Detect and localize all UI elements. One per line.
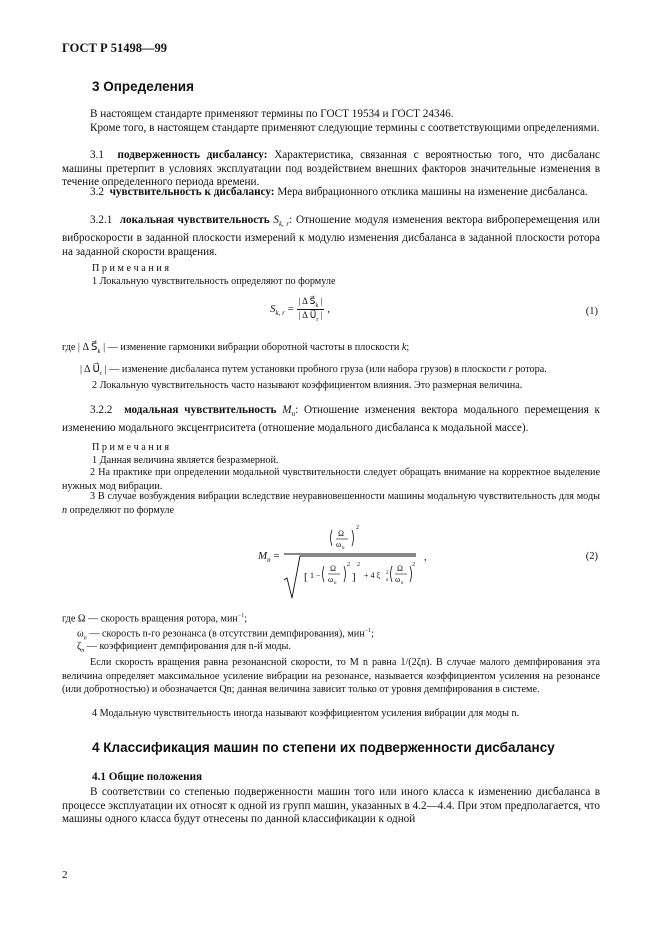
svg-text:Ω: Ω bbox=[330, 564, 336, 573]
where-2c-text: — коэффициент демпфирования для n-й моды. bbox=[84, 641, 291, 652]
where-1b-text: | — изменение дисбаланса путем установки пробного груза (или набора грузов) в плоскости bbox=[102, 364, 509, 375]
note-modal-3-a: 3 В случае возбуждения вибрации вследствие неуравновешенности машины модальную чувствительность для моды bbox=[90, 491, 600, 502]
where-1b-r: r bbox=[508, 364, 513, 375]
eq1-lhs: S bbox=[270, 302, 276, 315]
term-name: подверженность дисбалансу: bbox=[117, 149, 268, 161]
svg-text:n: n bbox=[342, 546, 345, 551]
notes-label: П р и м е ч а н и я bbox=[92, 263, 170, 274]
term-definition: Характеристика, связанная с вероятностью того, что дисбаланс машины претерпит в условиях эксплуатации под воздействием внешних факторов значительные изменения в течение определенного периода времени. bbox=[62, 149, 601, 189]
paragraph-terms-ref bbox=[62, 108, 600, 122]
text-line: В настоящем стандарте применяют термины по ГОСТ 19534 и ГОСТ 24346. bbox=[90, 108, 454, 120]
svg-text:n: n bbox=[386, 578, 389, 583]
svg-text:+ 4 ξ: + 4 ξ bbox=[364, 571, 381, 580]
eq1-denominator: | Δ $U⃗_r$ | bbox=[298, 309, 323, 323]
eq1-equals: = bbox=[287, 302, 294, 315]
paragraph-additional-terms: Кроме того, в настоящем стандарте применяют следующие термины с соответствующими определениями. bbox=[90, 122, 600, 134]
eq2-lhs: M bbox=[258, 550, 268, 562]
term-number: 3.2.1 bbox=[90, 214, 113, 226]
note-modal-3-b: определяют по формуле bbox=[67, 504, 175, 516]
eq1-num-sub: k bbox=[315, 302, 319, 309]
document-header: ГОСТ Р 51498—99 bbox=[62, 41, 168, 55]
page-number: 2 bbox=[62, 869, 68, 881]
section-4-title: 4 Классификация машин по степени их подверженности дисбалансу bbox=[92, 740, 555, 755]
note-modal-3-n: n bbox=[62, 504, 68, 516]
where-1a-prefix: где | Δ S⃗ bbox=[62, 342, 98, 353]
where-2b-sup: −1 bbox=[364, 628, 372, 634]
subsection-4-1-title: 4.1 Общие положения bbox=[92, 771, 203, 783]
where-2a-text: где Ω — скорость вращения ротора, мин bbox=[62, 613, 238, 625]
where-2b-sym: ω bbox=[77, 628, 84, 640]
where-2a-sup: −1 bbox=[237, 613, 245, 619]
where-2c-sym: ζ bbox=[77, 641, 82, 652]
term-name: модальная чувствительность bbox=[124, 404, 277, 416]
svg-text:n: n bbox=[334, 581, 337, 586]
eq1-comma: , bbox=[327, 302, 330, 315]
eq1-den-text: | Δ U⃗ bbox=[298, 309, 317, 320]
note-modal-4: 4 Модальную чувствительность иногда называют коэффициентом усиления вибрации для моды n. bbox=[92, 708, 520, 719]
term-symbol: M bbox=[282, 404, 292, 416]
svg-text:2: 2 bbox=[412, 562, 415, 568]
where-2c-sub: n bbox=[81, 648, 85, 655]
term-number: 3.1 bbox=[90, 149, 104, 161]
svg-text:2: 2 bbox=[386, 571, 389, 576]
eq1-fraction bbox=[297, 296, 325, 323]
svg-text:]: ] bbox=[352, 571, 356, 583]
equation-2-number: (2) bbox=[585, 551, 598, 562]
term-3-2-2 bbox=[62, 404, 600, 436]
eq1-numerator: | Δ $S⃗_k$ | bbox=[298, 296, 323, 309]
notes-label-2: П р и м е ч а н и я bbox=[92, 442, 170, 453]
note-local-1: 1 Локальную чувствительность определяют по формуле bbox=[92, 276, 336, 287]
where-2a: где Ω — скорость вращения ротора, мин$^{-1}$; bbox=[62, 613, 248, 625]
term-3-2-1 bbox=[62, 214, 600, 259]
eq1-lhs-sub: k, r bbox=[275, 309, 285, 318]
term-definition: : Отношение модуля изменения вектора виброперемещения или виброскорости в заданной плоскости измерений к модулю изменения дисбаланса в заданной плоскости ротора на заданной скорости вращения. bbox=[62, 214, 600, 258]
term-number: 3.2 bbox=[90, 186, 104, 198]
eq2-lhs-sub: n bbox=[267, 556, 271, 565]
where-1a-sub: k bbox=[97, 349, 101, 356]
where-2b-sub: n bbox=[83, 635, 87, 642]
note-modal-3 bbox=[62, 490, 600, 517]
term-name: локальная чувствительность bbox=[119, 214, 270, 226]
section-3-title: 3 Определения bbox=[92, 79, 194, 94]
where-2b: $\omega_n$ — скорость n-го резонанса (в отсутствии демпфирования), мин$^{-1}$; bbox=[77, 628, 374, 642]
term-symbol-subscript: n bbox=[291, 410, 296, 419]
term-name: чувствительность к дисбалансу: bbox=[109, 186, 275, 198]
eq1-den-sub: r bbox=[316, 316, 319, 323]
svg-text:2: 2 bbox=[356, 525, 359, 531]
where-1a-text: | — изменение гармоники вибрации оборотной частоты в плоскости bbox=[100, 342, 402, 353]
eq2-lhs-group: $M_n$ = bbox=[258, 550, 280, 565]
term-symbol: S bbox=[273, 214, 279, 226]
term-definition: : Отношение изменения вектора модального перемещения к изменению модального эксцентриситета (отношение модального дисбаланса к модальной массе). bbox=[62, 404, 600, 434]
note-modal-1: 1 Данная величина является безразмерной. bbox=[92, 455, 279, 466]
equation-2-formula bbox=[280, 524, 420, 604]
note-modal-2: 2 На практике при определении модальной чувствительности следует обращать внимание на корректное выделение нужных мод вибрации. bbox=[62, 467, 600, 492]
where-1a-k: k bbox=[401, 342, 407, 353]
svg-text:2: 2 bbox=[347, 562, 350, 568]
svg-text:[: [ bbox=[304, 571, 308, 583]
term-symbol-subscript: k, r bbox=[278, 220, 290, 229]
where-2b-text: — скорость n-го резонанса (в отсутствии демпфирования), мин bbox=[86, 628, 365, 640]
svg-text:Ω: Ω bbox=[338, 529, 344, 538]
where-1a: где | Δ $S⃗_k$ | — изменение гармоники вибрации оборотной частоты в плоскости k; bbox=[62, 342, 410, 356]
where-1b-end: ротора. bbox=[512, 364, 547, 375]
note-resonance: Если скорость вращения равна резонансной скорости, то M n равна 1/(2ζn). В случае малого демпфирования эта величина определяет максимальное усиление вибрации на резонансе, называется коэффициентом усиления на резонансе (или добротностью) и обозначается Qn; данная величина зависит только от уровня демпфирования в системе. bbox=[62, 657, 600, 695]
term-3-1 bbox=[62, 149, 600, 190]
eq1-num-text: | Δ S⃗ bbox=[298, 296, 316, 306]
svg-text:2: 2 bbox=[357, 562, 360, 568]
svg-text:1 −: 1 − bbox=[310, 571, 321, 580]
term-3-2 bbox=[62, 186, 600, 200]
svg-text:Ω: Ω bbox=[397, 564, 403, 573]
svg-text:n: n bbox=[401, 581, 404, 586]
term-number: 3.2.2 bbox=[90, 404, 113, 416]
where-1b-prefix: | Δ U⃗ bbox=[80, 364, 101, 375]
svg-text:ω: ω bbox=[328, 575, 334, 584]
term-definition: Мера вибрационного отклика машины на изменение дисбаланса. bbox=[277, 186, 588, 198]
equation-1-number: (1) bbox=[585, 306, 598, 317]
eq2-comma: , bbox=[424, 551, 427, 563]
equation-1 bbox=[270, 296, 330, 323]
where-1b-sub: r bbox=[100, 371, 103, 378]
svg-text:ω: ω bbox=[336, 540, 342, 549]
paragraph-4-1: В соответствии со степенью подверженности машин того или иного класса к изменению дисбаланса в процессе эксплуатации их относят к одной из групп машин, указанных в 4.2—4.4. При этом предполагается, что машины одного класса будут отнесены по данной классификации к одной bbox=[62, 786, 600, 826]
note-local-2: 2 Локальную чувствительность часто называют коэффициентом влияния. Это размерная величина. bbox=[92, 380, 523, 391]
svg-text:ω: ω bbox=[395, 575, 401, 584]
